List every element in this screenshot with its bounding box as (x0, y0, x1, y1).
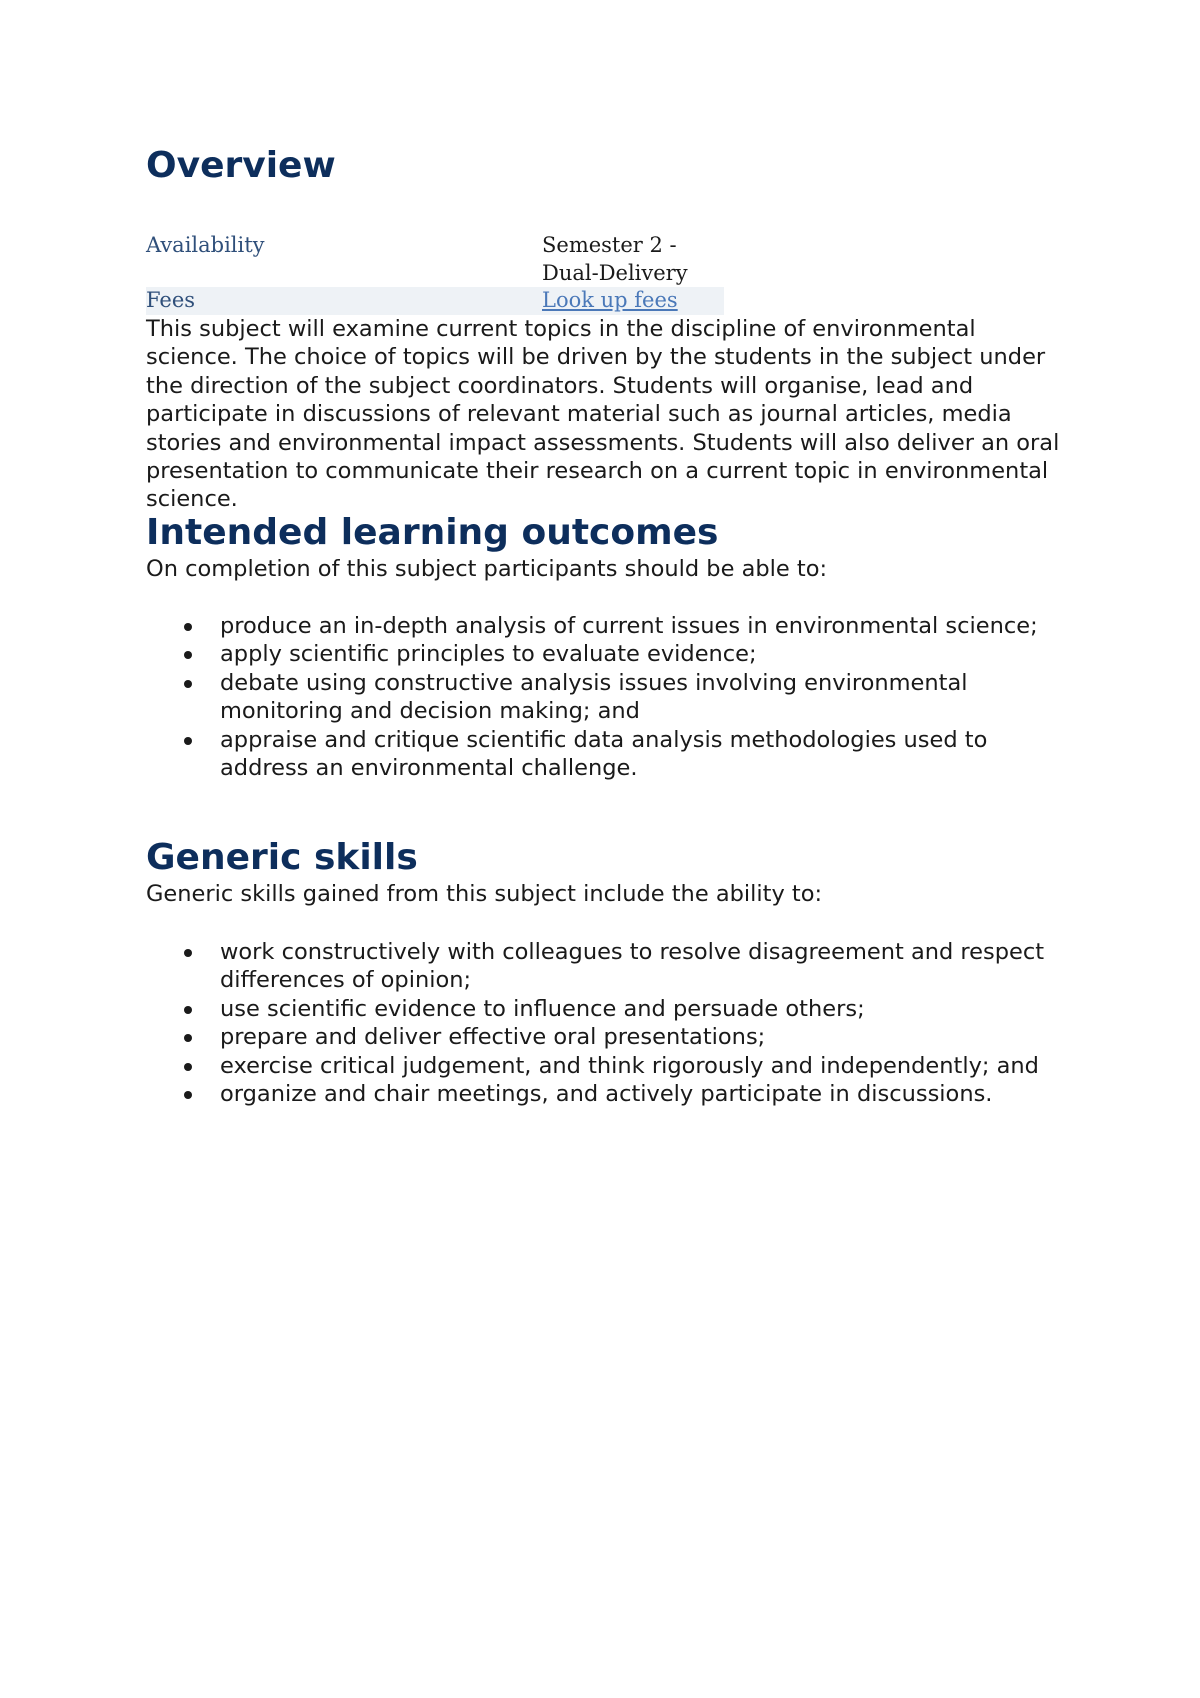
learning-outcomes-lead: On completion of this subject participants should be able to: (146, 556, 828, 582)
list-item (146, 640, 1066, 668)
overview-heading: Overview (146, 145, 336, 186)
list-item-text: exercise critical judgement, and think rigorously and independently; and (220, 1052, 1039, 1079)
list-item-text: produce an in-depth analysis of current issues in environmental science; (220, 613, 1038, 639)
generic-skills-lead: Generic skills gained from this subject include the ability to: (146, 881, 823, 907)
fees-label: Fees (146, 287, 542, 315)
list-item-text: organize and chair meetings, and actively participate in discussions. (220, 1081, 993, 1108)
bullet-icon (184, 1063, 192, 1071)
fees-row (146, 287, 724, 315)
bullet-icon (184, 737, 192, 745)
list-item (146, 726, 1066, 783)
generic-skills-list (146, 938, 1066, 1108)
list-item-text: debate using constructive analysis issues involving environmental monitoring and decision making; and (220, 669, 968, 725)
bullet-icon (184, 651, 192, 659)
availability-row (146, 232, 724, 287)
look-up-fees-link[interactable]: Look up fees (542, 288, 678, 312)
list-item-text: use scientific evidence to influence and persuade others; (220, 995, 865, 1022)
list-item (146, 612, 1066, 640)
bullet-icon (184, 623, 192, 631)
bullet-icon (184, 680, 192, 688)
learning-outcomes-heading: Intended learning outcomes (146, 512, 719, 553)
list-item (146, 938, 1066, 995)
learning-outcomes-list (146, 612, 1066, 782)
list-item (146, 669, 1066, 726)
availability-label: Availability (146, 233, 265, 257)
bullet-icon (184, 1006, 192, 1014)
list-item (146, 995, 1066, 1023)
list-item-text: prepare and deliver effective oral presentations; (220, 1024, 766, 1051)
list-item-text: appraise and critique scientific data analysis methodologies used to address an environmental challenge. (220, 726, 988, 782)
overview-description: This subject will examine current topics in the discipline of environmental science. The choice of topics will be driven by the students in the subject under the direction of the subject coordinators. Students will organise, lead and participate in discussions of relevant material such as journal articles, media stories and environmental impact assessments. Students will also deliver an oral presentation to communicate their research on a current topic in environmental science. (146, 316, 1060, 513)
list-item (146, 1052, 1066, 1080)
overview-info-table (146, 232, 724, 315)
list-item (146, 1023, 1066, 1051)
bullet-icon (184, 949, 192, 957)
list-item-text: work constructively with colleagues to resolve disagreement and respect differences of opinion; (220, 939, 1045, 994)
fees-cell (542, 287, 724, 315)
list-item-text: apply scientific principles to evaluate evidence; (220, 641, 757, 668)
generic-skills-heading: Generic skills (146, 837, 418, 878)
bullet-icon (184, 1091, 192, 1099)
availability-value: Semester 2 - Dual-Delivery (542, 233, 688, 285)
bullet-icon (184, 1034, 192, 1042)
list-item (146, 1080, 1066, 1108)
